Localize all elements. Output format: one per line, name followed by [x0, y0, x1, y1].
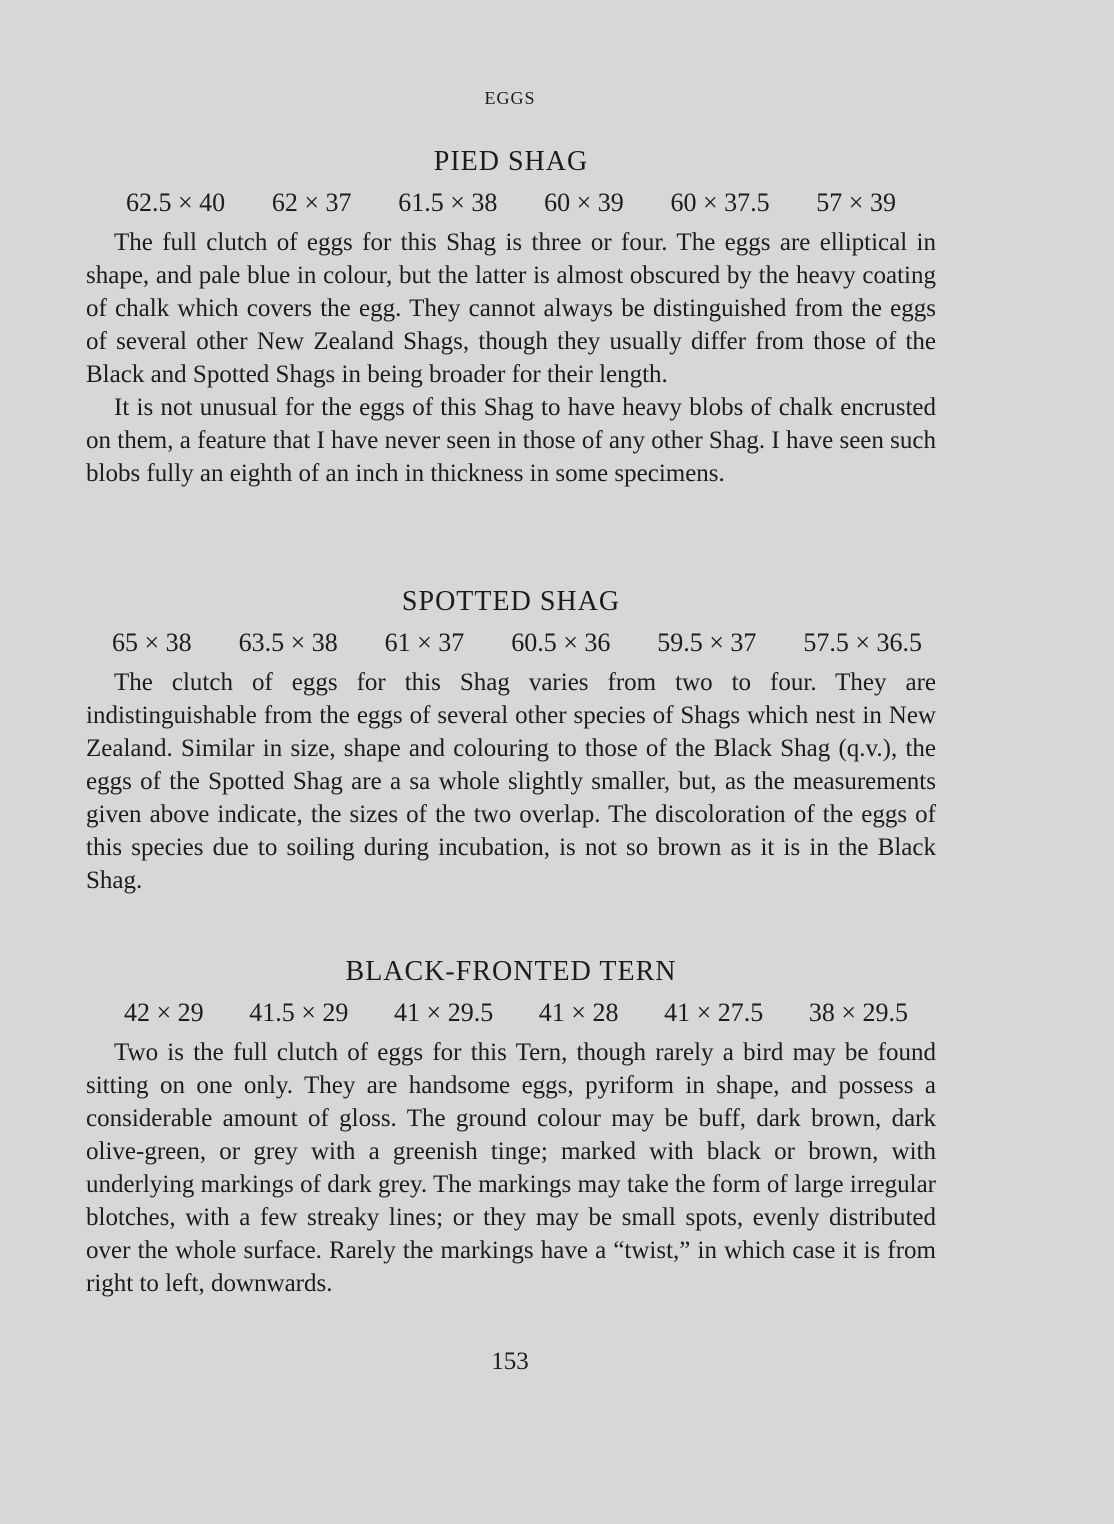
- paragraph: The clutch of eggs for this Shag varies from two to four. They are indistinguishable from the eggs of several other species of Shags which nest in New Zealand. Similar in size, shape and colouring to those of the Black Shag (q.v.), the eggs of the Spotted Shag are a sa whole slightly smaller, but, as the measurements given above indicate, the sizes of the two overlap. The discoloration of the eggs of this species due to soiling during incubation, is not so brown as it is in the Black Shag.: [86, 669, 936, 894]
- egg-measurements: [86, 996, 936, 1030]
- section-title: BLACK-FRONTED TERN: [345, 956, 677, 987]
- measurement: 41 × 28: [538, 998, 619, 1027]
- paragraph: Two is the full clutch of eggs for this Tern, though rarely a bird may be found sitting on one only. They are handsome eggs, pyriform in shape, and possess a considerable amount of gloss. The ground colour may be buff, dark brown, dark olive-green, or grey with a greenish tinge; marked with black or brown, with underlying markings of dark grey. The markings may take the form of large irregular blotches, with a few streaky lines; or they may be small spots, evenly distributed over the whole surface. Rarely the markings have a “twist,” in which case it is from right to left, downwards.: [86, 1039, 936, 1297]
- measurement: 60 × 37.5: [670, 188, 770, 217]
- measurement: 41 × 29.5: [394, 998, 494, 1027]
- measurement: 60 × 39: [544, 188, 624, 217]
- section-title: PIED SHAG: [433, 146, 589, 177]
- measurement: 42 × 29: [124, 998, 204, 1027]
- measurement: 57 × 39: [816, 188, 896, 217]
- measurement: 41 × 27.5: [664, 998, 764, 1027]
- measurement: 38 × 29.5: [808, 998, 908, 1027]
- section-title: SPOTTED SHAG: [401, 586, 621, 617]
- measurement: 62.5 × 40: [126, 188, 226, 217]
- section-spotted-shag: [86, 586, 936, 897]
- measurement: 63.5 × 38: [238, 628, 338, 657]
- running-head: EGGS: [484, 88, 536, 108]
- measurement: 62 × 37: [271, 188, 352, 217]
- section-black-fronted-tern: [86, 956, 936, 1300]
- measurement: 57.5 × 36.5: [803, 628, 922, 657]
- page-number: 153: [491, 1348, 529, 1375]
- section-pied-shag: [86, 146, 936, 490]
- paragraph: It is not unusual for the eggs of this Shag to have heavy blobs of chalk encrusted on them, a feature that I have never seen in those of any other Shag. I have seen such blobs fully an eighth of an inch in thickness in some specimens.: [86, 394, 936, 487]
- measurement: 61.5 × 38: [398, 188, 498, 217]
- measurement: 65 × 38: [112, 628, 192, 657]
- measurement: 61 × 37: [384, 628, 465, 657]
- measurement: 60.5 × 36: [511, 628, 611, 657]
- measurement: 59.5 × 37: [657, 628, 757, 657]
- egg-measurements: [86, 186, 936, 220]
- measurement: 41.5 × 29: [249, 998, 349, 1027]
- egg-measurements: [86, 626, 936, 660]
- paragraph: The full clutch of eggs for this Shag is three or four. The eggs are elliptical in shape, and pale blue in colour, but the latter is almost obscured by the heavy coating of chalk which covers the egg. They cannot always be distinguished from the eggs of several other New Zealand Shags, though they usually differ from those of the Black and Spotted Shags in being broader for their length.: [86, 229, 936, 388]
